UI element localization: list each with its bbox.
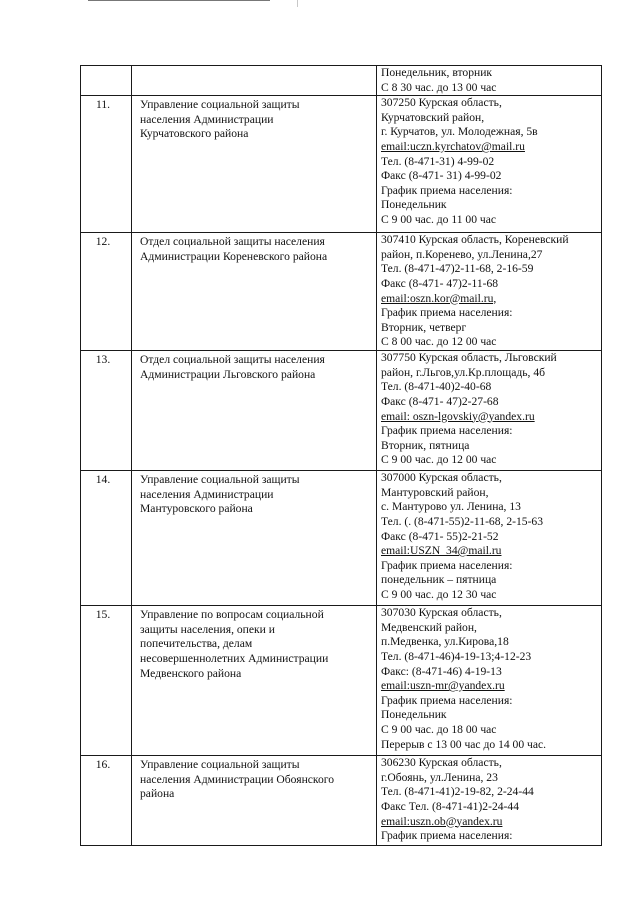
info-line: понедельник – пятница (381, 573, 497, 587)
name-line: защиты населения, опеки и (140, 622, 275, 636)
contact-info (377, 471, 602, 606)
name-line: Управление социальной защиты (140, 473, 300, 487)
name-line: несовершеннолетних Администрации (140, 651, 329, 665)
info-line: График приема населения: (381, 306, 513, 320)
table-row (81, 606, 602, 756)
info-line: Медвенский район, (381, 620, 477, 634)
info-line: С 9 00 час. до 12 00 час (381, 453, 497, 467)
info-line: Факс (8-471- 47)2-11-68 (381, 276, 499, 290)
info-line: Факс (8-471- 55)2-21-52 (381, 529, 499, 543)
name-line: попечительства, делам (140, 637, 253, 651)
info-line: с. Мантурово ул. Ленина, 13 (381, 500, 521, 514)
info-line: Факс: (8-471-46) 4-19-13 (381, 664, 502, 678)
info-line: Тел. (. (8-471-55)2-11-68, 2-15-63 (381, 514, 544, 528)
info-line: район, п.Коренево, ул.Ленина,27 (381, 247, 543, 261)
name-line: Управление социальной защиты (140, 98, 300, 112)
info-line: Перерыв с 13 00 час до 14 00 час. (381, 737, 547, 751)
info-line: 307000 Курская область, (381, 471, 502, 485)
info-line: С 8 00 час. до 12 00 час (381, 335, 497, 349)
department-name (132, 233, 377, 351)
row-number: 12. (81, 233, 132, 351)
email-link[interactable]: email:uszn.ob@yandex.ru (381, 814, 503, 828)
info-line: График приема населения: (381, 424, 513, 438)
info-line: Тел. (8-471-31) 4-99-02 (381, 154, 495, 168)
info-line: Факс (8-471- 31) 4-99-02 (381, 169, 502, 183)
email-link[interactable]: email:USZN_34@mail.ru (381, 544, 502, 558)
contact-info (377, 96, 602, 233)
name-line: района (140, 787, 175, 801)
table-row (81, 756, 602, 846)
email-link[interactable]: email:oszn.kor@mail.ru, (381, 291, 497, 305)
name-line: Медвенского района (140, 666, 242, 680)
info-line: Курчатовский район, (381, 110, 485, 124)
name-line: Отдел социальной защиты населения (140, 235, 325, 249)
name-line: Отдел социальной защиты населения (140, 353, 325, 367)
department-name (132, 606, 377, 756)
department-name (132, 66, 377, 96)
info-line: График приема населения: (381, 693, 513, 707)
department-name (132, 351, 377, 471)
row-number: 14. (81, 471, 132, 606)
contact-info (377, 606, 602, 756)
department-name (132, 756, 377, 846)
table-row (81, 351, 602, 471)
info-line: г.Обоянь, ул.Ленина, 23 (381, 770, 498, 784)
email-link[interactable]: email:uczn.kyrchatov@mail.ru (381, 139, 525, 153)
name-line: Мантуровского района (140, 502, 253, 516)
contact-info (377, 351, 602, 471)
department-name (132, 96, 377, 233)
row-number: 15. (81, 606, 132, 756)
info-line: Тел. (8-471-41)2-19-82, 2-24-44 (381, 785, 534, 799)
info-line: Мантуровский район, (381, 485, 489, 499)
contact-info (377, 233, 602, 351)
info-line: Понедельник (381, 198, 447, 212)
name-line: Управление по вопросам социальной (140, 608, 324, 622)
info-line: С 9 00 час. до 12 30 час (381, 587, 497, 601)
row-number: 16. (81, 756, 132, 846)
table-row (81, 471, 602, 606)
row-number: 13. (81, 351, 132, 471)
top-edge-mark: | (297, 0, 299, 7)
row-number: 11. (81, 96, 132, 233)
info-line: График приема населения: (381, 183, 513, 197)
table-row (81, 96, 602, 233)
department-name (132, 471, 377, 606)
table-row (81, 66, 602, 96)
info-line: Факс (8-471- 47)2-27-68 (381, 394, 499, 408)
row-number (81, 66, 132, 96)
top-edge-line (88, 0, 270, 1)
name-line: Администрации Кореневского района (140, 249, 328, 263)
info-line: п.Медвенка, ул.Кирова,18 (381, 635, 509, 649)
info-line: График приема населения: (381, 829, 513, 843)
info-line: Факс Тел. (8-471-41)2-24-44 (381, 799, 519, 813)
name-line: населения Администрации (140, 112, 274, 126)
info-line: 306230 Курская область, (381, 756, 502, 770)
social-protection-table (80, 65, 602, 846)
info-line: 307250 Курская область, (381, 96, 502, 110)
info-line: Вторник, пятница (381, 438, 470, 452)
name-line: Администрации Льговского района (140, 367, 316, 381)
info-line: С 8 30 час. до 13 00 час (381, 80, 497, 94)
info-line: Понедельник, вторник (381, 66, 493, 79)
name-line: населения Администрации (140, 487, 274, 501)
info-line: 307410 Курская область, Кореневский (381, 233, 569, 247)
contact-info (377, 66, 602, 96)
info-line: 307030 Курская область, (381, 606, 502, 620)
info-line: район, г.Льгов,ул.Кр.площадь, 4б (381, 365, 546, 379)
info-line: Понедельник (381, 708, 447, 722)
name-line: Управление социальной защиты (140, 758, 300, 772)
email-link[interactable]: email:uszn-mr@yandex.ru (381, 679, 505, 693)
info-line: г. Курчатов, ул. Молодежная, 5в (381, 125, 538, 139)
info-line: 307750 Курская область, Льговский (381, 351, 557, 365)
info-line: Тел. (8-471-47)2-11-68, 2-16-59 (381, 262, 534, 276)
info-line: Вторник, четверг (381, 320, 467, 334)
info-line: График приема населения: (381, 558, 513, 572)
name-line: Курчатовского района (140, 127, 249, 141)
contact-info (377, 756, 602, 846)
table-row (81, 233, 602, 351)
info-line: С 9 00 час. до 18 00 час (381, 722, 497, 736)
info-line: Тел. (8-471-40)2-40-68 (381, 380, 492, 394)
info-line: Тел. (8-471-46)4-19-13;4-12-23 (381, 649, 532, 663)
name-line: населения Администрации Обоянского (140, 772, 335, 786)
info-line: С 9 00 час. до 11 00 час (381, 212, 497, 226)
email-link[interactable]: email: oszn-lgovskiy@yandex.ru (381, 409, 535, 423)
